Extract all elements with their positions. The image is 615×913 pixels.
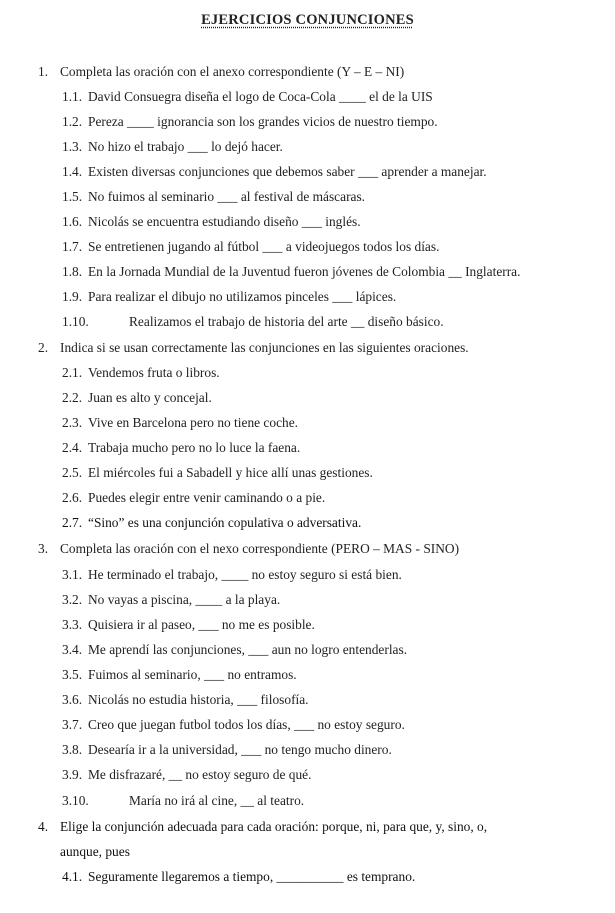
- item-text: Vendemos fruta o libros.: [88, 365, 220, 380]
- item-number: 2.6.: [62, 490, 83, 505]
- item-number: 3.10.: [62, 793, 89, 808]
- list-item: [62, 314, 444, 330]
- list-item: [62, 692, 309, 708]
- item-text: David Consuegra diseña el logo de Coca-Cola ____ el de la UIS: [88, 89, 433, 104]
- item-number: 2.5.: [62, 465, 83, 480]
- list-item: [62, 793, 304, 809]
- item-number: 2.1.: [62, 365, 83, 380]
- item-text: “Sino” es una conjunción copulativa o adversativa.: [88, 515, 362, 530]
- section-4-instruction-continued: aunque, pues: [60, 844, 130, 859]
- item-text: Fuimos al seminario, ___ no entramos.: [88, 667, 297, 682]
- item-text: Pereza ____ ignorancia son los grandes vicios de nuestro tiempo.: [88, 114, 438, 129]
- item-text: En la Jornada Mundial de la Juventud fueron jóvenes de Colombia __ Inglaterra.: [88, 264, 521, 279]
- list-item: [62, 515, 361, 531]
- section-3-heading: [38, 541, 459, 557]
- item-number: 1.10.: [62, 314, 89, 329]
- list-item: [62, 264, 520, 280]
- item-text: Seguramente llegaremos a tiempo, __________ es temprano.: [88, 869, 416, 884]
- list-item: [62, 717, 405, 733]
- list-item: [62, 767, 311, 783]
- item-text: Me disfrazaré, __ no estoy seguro de qué.: [88, 767, 312, 782]
- list-item: [62, 415, 298, 431]
- item-number: 3.3.: [62, 617, 83, 632]
- item-text: Realizamos el trabajo de historia del arte __ diseño básico.: [129, 314, 444, 329]
- item-number: 3.5.: [62, 667, 83, 682]
- item-text: Desearía ir a la universidad, ___ no tengo mucho dinero.: [88, 742, 392, 757]
- item-text: Trabaja mucho pero no lo luce la faena.: [88, 440, 301, 455]
- item-text: No fuimos al seminario ___ al festival de máscaras.: [88, 189, 366, 204]
- item-number: 1.5.: [62, 189, 83, 204]
- section-instruction: Completa las oración con el nexo correspondiente (PERO – MAS - SINO): [60, 541, 460, 556]
- item-text: Nicolás se encuentra estudiando diseño ___ inglés.: [88, 214, 361, 229]
- item-text: Para realizar el dibujo no utilizamos pinceles ___ lápices.: [88, 289, 397, 304]
- section-1-heading: [38, 64, 404, 80]
- list-item: [62, 239, 439, 255]
- list-item: [62, 490, 325, 506]
- list-item: [62, 214, 361, 230]
- section-instruction: Completa las oración con el anexo correspondiente (Y – E – NI): [60, 64, 405, 79]
- item-number: 2.4.: [62, 440, 83, 455]
- list-item: [62, 869, 415, 885]
- list-item: [62, 114, 438, 130]
- section-number: 3.: [38, 541, 49, 556]
- item-number: 1.9.: [62, 289, 83, 304]
- item-text: Quisiera ir al paseo, ___ no me es posible.: [88, 617, 315, 632]
- item-text: Se entretienen jugando al fútbol ___ a videojuegos todos los días.: [88, 239, 440, 254]
- item-number: 2.3.: [62, 415, 83, 430]
- item-text: Vive en Barcelona pero no tiene coche.: [88, 415, 298, 430]
- item-number: 4.1.: [62, 869, 83, 884]
- item-number: 3.1.: [62, 567, 83, 582]
- item-number: 3.7.: [62, 717, 83, 732]
- item-number: 1.1.: [62, 89, 83, 104]
- item-number: 1.8.: [62, 264, 83, 279]
- document-title: EJERCICIOS CONJUNCIONES: [201, 12, 414, 28]
- item-number: 2.7.: [62, 515, 83, 530]
- list-item: [62, 189, 365, 205]
- item-text: No vayas a piscina, ____ a la playa.: [88, 592, 281, 607]
- item-number: 1.2.: [62, 114, 83, 129]
- section-2-heading: [38, 340, 469, 356]
- list-item: [62, 617, 315, 633]
- item-number: 1.4.: [62, 164, 83, 179]
- list-item: [62, 390, 212, 406]
- item-number: 3.9.: [62, 767, 83, 782]
- list-item: [62, 289, 396, 305]
- item-number: 3.4.: [62, 642, 83, 657]
- item-text: Juan es alto y concejal.: [88, 390, 212, 405]
- item-text: María no irá al cine, __ al teatro.: [129, 793, 305, 808]
- list-item: [62, 89, 433, 105]
- list-item: [62, 742, 392, 758]
- list-item: [62, 365, 220, 381]
- section-number: 4.: [38, 819, 49, 834]
- list-item: [62, 164, 487, 180]
- list-item: [62, 667, 297, 683]
- item-number: 3.2.: [62, 592, 83, 607]
- item-text: El miércoles fui a Sabadell y hice allí unas gestiones.: [88, 465, 373, 480]
- item-number: 3.8.: [62, 742, 83, 757]
- section-instruction: Indica si se usan correctamente las conjunciones en las siguientes oraciones.: [60, 340, 469, 355]
- item-text: He terminado el trabajo, ____ no estoy seguro si está bien.: [88, 567, 402, 582]
- section-4-heading: [38, 819, 487, 835]
- item-text: Nicolás no estudia historia, ___ filosofía.: [88, 692, 309, 707]
- item-text: Creo que juegan futbol todos los días, ___ no estoy seguro.: [88, 717, 405, 732]
- item-text: No hizo el trabajo ___ lo dejó hacer.: [88, 139, 283, 154]
- list-item: [62, 440, 300, 456]
- section-instruction: Elige la conjunción adecuada para cada oración: porque, ni, para que, y, sino, o,: [60, 819, 488, 834]
- item-number: 1.3.: [62, 139, 83, 154]
- list-item: [62, 139, 283, 155]
- section-number: 2.: [38, 340, 49, 355]
- item-text: Puedes elegir entre venir caminando o a pie.: [88, 490, 326, 505]
- list-item: [62, 592, 280, 608]
- item-number: 1.7.: [62, 239, 83, 254]
- item-text: Existen diversas conjunciones que debemos saber ___ aprender a manejar.: [88, 164, 487, 179]
- item-text: Me aprendí las conjunciones, ___ aun no logro entenderlas.: [88, 642, 408, 657]
- item-number: 2.2.: [62, 390, 83, 405]
- list-item: [62, 567, 402, 583]
- list-item: [62, 642, 407, 658]
- list-item: [62, 465, 373, 481]
- item-number: 3.6.: [62, 692, 83, 707]
- item-number: 1.6.: [62, 214, 83, 229]
- section-number: 1.: [38, 64, 49, 79]
